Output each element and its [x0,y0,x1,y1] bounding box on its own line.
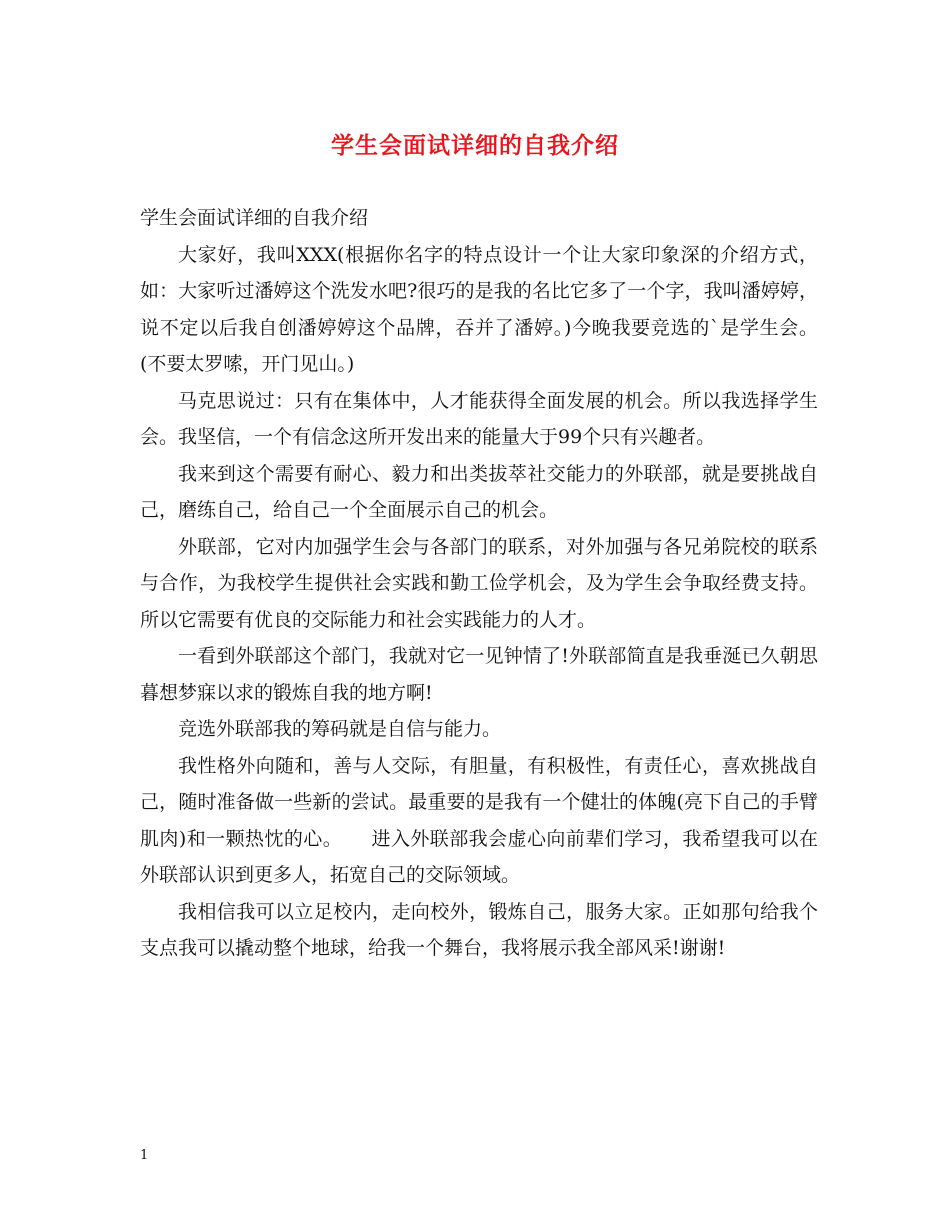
paragraph-5: 一看到外联部这个部门，我就对它一见钟情了!外联部简直是我垂涎已久朝思暮想梦寐以求的锻炼自我的地方啊! [140,645,818,704]
paragraph-6: 竞选外联部我的筹码就是自信与能力。 [178,718,502,740]
paragraph-1: 大家好，我叫XXX(根据你名字的特点设计一个让大家印象深的介绍方式，如：大家听过潘婷这个洗发水吧?很巧的是我的名比它多了一个字，我叫潘婷婷，说不定以后我自创潘婷婷这个品牌，吞并了潘婷。)今晚我要竞选的`是学生会。(不要太罗嗦，开门见山。) [140,243,818,375]
document-body [140,200,818,967]
paragraph-2: 马克思说过：只有在集体中，人才能获得全面发展的机会。所以我选择学生会。我坚信，一个有信念这所开发出来的能量大于99个只有兴趣者。 [140,389,818,448]
paragraph-4: 外联部，它对内加强学生会与各部门的联系，对外加强与各兄弟院校的联系与合作，为我校学生提供社会实践和勤工俭学机会，及为学生会争取经费支持。所以它需要有优良的交际能力和社会实践能力的人才。 [140,535,818,631]
page-number: 1 [140,1148,149,1163]
paragraph-7: 我性格外向随和，善与人交际，有胆量，有积极性，有责任心，喜欢挑战自己，随时准备做一些新的尝试。最重要的是我有一个健壮的体魄(亮下自己的手臂肌肉)和一颗热忱的心。 进入外联部我会虚心向前辈们学习，我希望我可以在外联部认识到更多人，拓宽自己的交际领域。 [140,754,818,886]
document-title: 学生会面试详细的自我介绍 [331,132,619,159]
paragraph-3: 我来到这个需要有耐心、毅力和出类拔萃社交能力的外联部，就是要挑战自己，磨练自己，给自己一个全面展示自己的机会。 [140,462,818,521]
paragraph-8: 我相信我可以立足校内，走向校外，锻炼自己，服务大家。正如那句给我个支点我可以撬动整个地球，给我一个舞台，我将展示我全部风采!谢谢! [140,900,818,959]
subtitle-paragraph: 学生会面试详细的自我介绍 [140,207,369,229]
